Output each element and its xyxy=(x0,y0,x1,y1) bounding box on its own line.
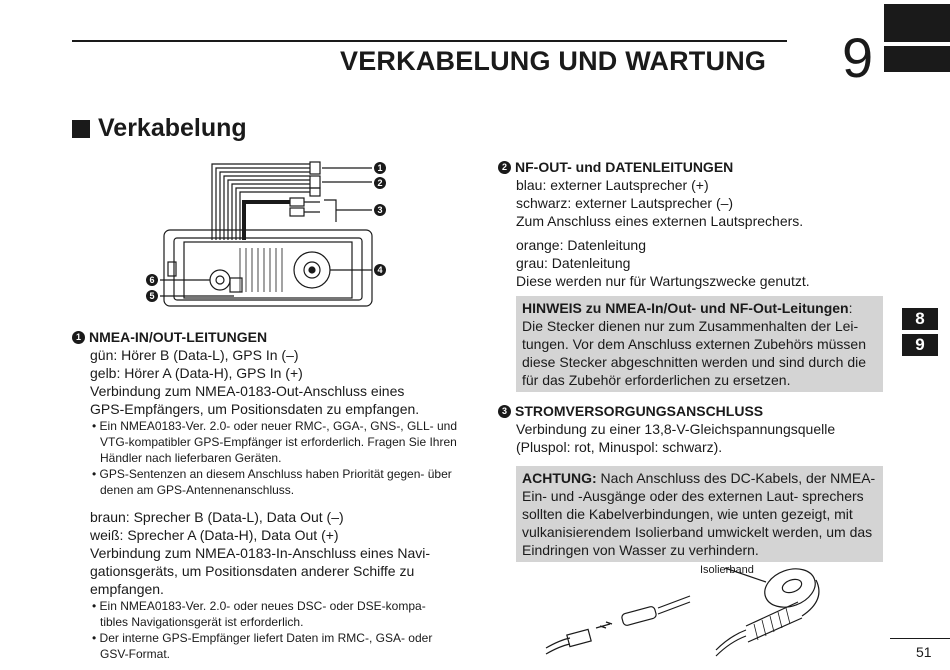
header-rule xyxy=(72,40,787,42)
item1-bullet: • Ein NMEA0183-Ver. 2.0- oder neuer RMC-, GGA-, GNS-, GLL- und VTG-kompatibler GPS-Empfänger ist erforderlich. Fragen Sie Ihren Händler nach lieferbaren Geräten. xyxy=(92,419,458,465)
corner-tab-lower xyxy=(884,46,950,72)
hinweis-text: : Die Stecker dienen nur zum Zusammenhalten der Lei- tungen. Vor dem Anschluss externen Zubehörs müssen diese Stecker abgeschnitten werden und sind durch die für das Zubehör erforderlichen zu ersetzen. xyxy=(522,300,866,388)
callout-6: 6 xyxy=(149,275,155,285)
item2-title: NF-OUT- und DATENLEITUNGEN xyxy=(515,159,734,175)
callout-5: 5 xyxy=(149,291,155,301)
callout-3: 3 xyxy=(377,205,383,215)
item1-line: gationsgeräts, um Positionsdaten anderer Schiffe zu xyxy=(90,563,415,579)
corner-tab xyxy=(884,4,950,42)
radio-rear-panel-diagram xyxy=(140,152,400,310)
item1-line: empfangen. xyxy=(90,581,164,597)
item3-line: (Pluspol: rot, Minuspol: schwarz). xyxy=(516,439,723,455)
chapter-title: VERKABELUNG UND WARTUNG xyxy=(340,46,767,76)
callout-4: 4 xyxy=(377,265,383,275)
side-tab-8: 8 xyxy=(902,308,938,330)
item2-number: 2 xyxy=(498,161,511,174)
hinweis-note xyxy=(516,296,883,392)
square-bullet-icon xyxy=(72,120,90,138)
item3-line: Verbindung zu einer 13,8-V-Gleichspannungsquelle xyxy=(516,421,836,437)
isolierband-label: Isolierband xyxy=(700,564,754,576)
chapter-number: 9 xyxy=(842,26,874,89)
section-title: Verkabelung xyxy=(98,114,247,142)
page-rule xyxy=(890,638,950,639)
item1-heading xyxy=(72,328,457,346)
item2-line: Diese werden nur für Wartungszwecke genutzt. xyxy=(516,273,810,289)
item1-bullet: • Ein NMEA0183-Ver. 2.0- oder neues DSC- oder DSE-kompa- tibles Navigationsgerät ist erforderlich. xyxy=(92,599,426,629)
achtung-note xyxy=(516,466,883,562)
section-heading xyxy=(72,114,247,143)
item1-line: braun: Sprecher B (Data-L), Data Out (–) xyxy=(90,509,344,525)
achtung-text: Nach Anschluss des DC-Kabels, der NMEA-Ein- und -Ausgänge oder des externen Laut- sprechers sollten die Kabelverbindungen, wie unten gezeigt, mit vulkanisierendem Isolierband umwickelt werden, um das Eindringen von Wasser zu verhindern. xyxy=(522,470,876,558)
item2-line: orange: Datenleitung xyxy=(516,237,646,253)
right-column xyxy=(498,158,883,562)
callout-2: 2 xyxy=(377,178,383,188)
item2-heading xyxy=(498,158,883,176)
item2-line: Zum Anschluss eines externen Lautsprechers. xyxy=(516,213,804,229)
callout-1: 1 xyxy=(377,163,383,173)
item2-line: schwarz: externer Lautsprecher (–) xyxy=(516,195,734,211)
item1-title: NMEA-IN/OUT-LEITUNGEN xyxy=(89,329,268,345)
item1-line: Verbindung zum NMEA-0183-Out-Anschluss eines xyxy=(90,383,405,399)
page-number: 51 xyxy=(916,644,932,660)
left-column xyxy=(72,328,457,662)
item1-bullet: • Der interne GPS-Empfänger liefert Daten im RMC-, GSA- oder GSV-Format. xyxy=(92,631,433,661)
item1-line: Verbindung zum NMEA-0183-In-Anschluss eines Navi- xyxy=(90,545,431,561)
item1-bullet: • GPS-Sentenzen an diesem Anschluss haben Priorität gegen- über denen am GPS-Antennenanschluss. xyxy=(92,467,452,497)
achtung-label: ACHTUNG: xyxy=(522,470,597,486)
hinweis-label: HINWEIS zu NMEA-In/Out- und NF-Out-Leitungen xyxy=(522,300,849,316)
item2-line: blau: externer Lautsprecher (+) xyxy=(516,177,709,193)
isolierband-illustration xyxy=(540,560,840,660)
item1-line: gün: Hörer B (Data-L), GPS In (–) xyxy=(90,347,299,363)
item1-number: 1 xyxy=(72,331,85,344)
item1-line: GPS-Empfängers, um Positionsdaten zu empfangen. xyxy=(90,401,420,417)
item3-number: 3 xyxy=(498,405,511,418)
item1-line: weiß: Sprecher A (Data-H), Data Out (+) xyxy=(90,527,339,543)
item2-line: grau: Datenleitung xyxy=(516,255,631,271)
side-tab-9: 9 xyxy=(902,334,938,356)
item3-title: STROMVERSORGUNGSANSCHLUSS xyxy=(515,403,764,419)
item3-heading xyxy=(498,402,883,420)
item1-line: gelb: Hörer A (Data-H), GPS In (+) xyxy=(90,365,303,381)
